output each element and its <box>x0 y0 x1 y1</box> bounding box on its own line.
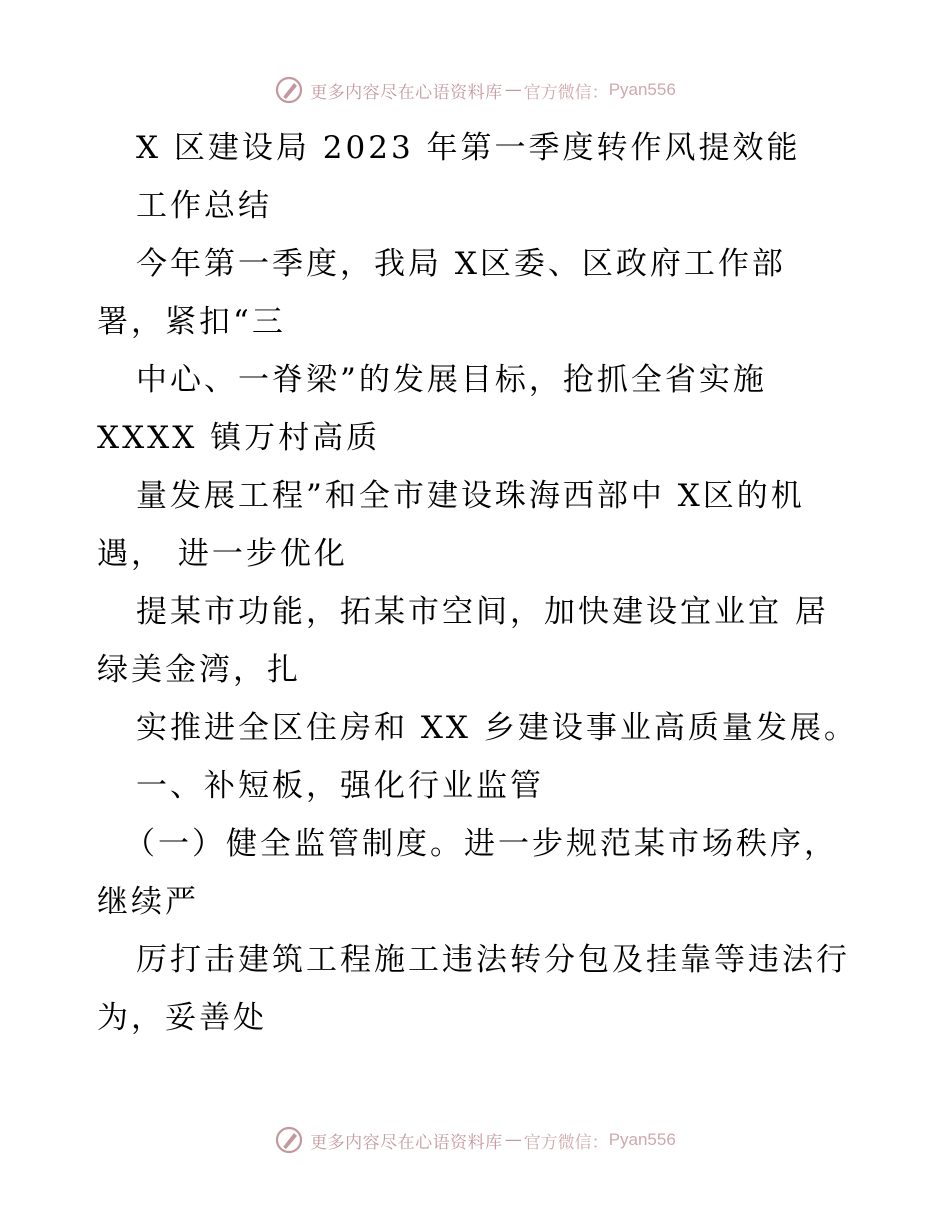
watermark-separator: — <box>504 80 522 100</box>
doc-paragraph-line: 量发展工程”和全市建设珠海西部中 X区的机 <box>136 478 805 514</box>
watermark-text: 更多内容尽在心语资料库 <box>310 82 503 103</box>
watermark-banner-top <box>0 70 950 110</box>
doc-paragraph-line: XXXX 镇万村高质 <box>97 420 381 456</box>
doc-title-line-1: X 区建设局 2023 年第一季度转作风提效能 <box>136 130 801 166</box>
doc-paragraph-line: 继续严 <box>97 884 199 920</box>
doc-paragraph-line: 实推进全区住房和 XX 乡建设事业高质量发展。 <box>136 710 858 746</box>
doc-paragraph-line: 绿美金湾，扎 <box>97 652 301 688</box>
doc-paragraph-line: 厉打击建筑工程施工违法转分包及挂靠等违法行 <box>136 942 850 978</box>
doc-paragraph-line: 中心、一脊梁”的发展目标，抢抓全省实施 <box>136 362 767 398</box>
pen-logo-icon <box>274 1125 304 1155</box>
watermark-text: 更多内容尽在心语资料库 <box>310 1132 503 1153</box>
doc-subsection-line: （一）健全监管制度。进一步规范某市场秩序， <box>124 826 838 862</box>
doc-paragraph-line: 署，紧扣“三 <box>97 304 286 340</box>
doc-paragraph-line: 遇， 进一步优化 <box>97 536 348 572</box>
watermark-banner-bottom <box>0 1120 950 1160</box>
doc-paragraph-line: 为，妥善处 <box>97 1000 267 1036</box>
watermark-wechat-label: 官方微信： <box>523 1132 609 1153</box>
doc-title-line-2: 工作总结 <box>136 188 272 224</box>
pen-logo-icon <box>274 75 304 105</box>
doc-paragraph-line: 今年第一季度，我局 X区委、区政府工作部 <box>136 246 786 282</box>
watermark-separator: — <box>504 1130 522 1150</box>
doc-section-heading: 一、补短板，强化行业监管 <box>136 768 544 804</box>
watermark-wechat-id: Pyan556 <box>608 1130 676 1149</box>
doc-paragraph-line: 提某市功能，拓某市空间，加快建设宜业宜 居 <box>136 594 829 630</box>
watermark-wechat-id: Pyan556 <box>608 80 676 99</box>
watermark-wechat-label: 官方微信： <box>523 82 609 103</box>
